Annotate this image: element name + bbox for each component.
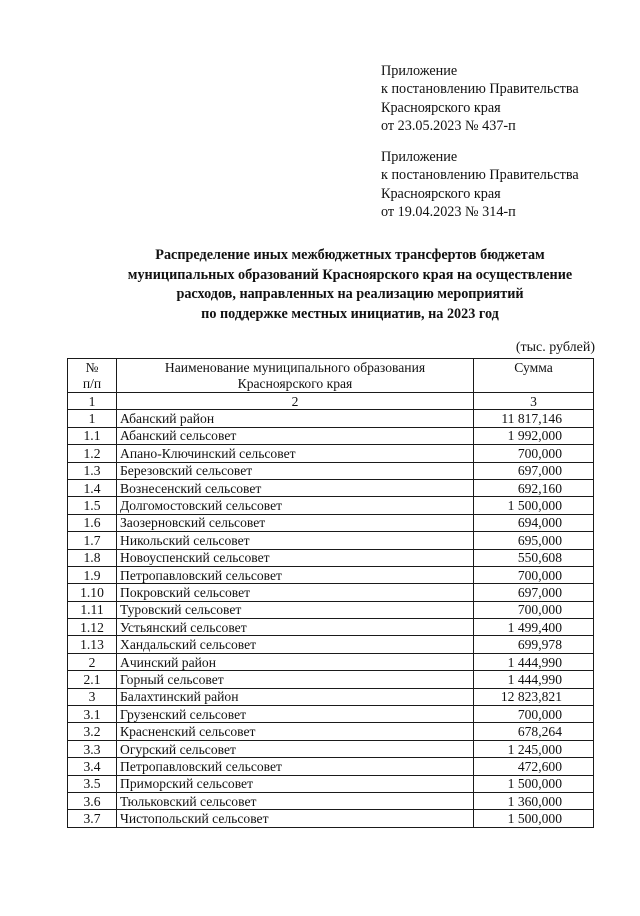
- appendix-line: Приложение: [381, 63, 458, 79]
- title-line: муниципальных образований Красноярского края на осуществление: [127, 266, 573, 283]
- row-number: 1.1: [68, 427, 117, 444]
- row-number: 1.9: [68, 566, 117, 583]
- row-name: Приморский сельсовет: [117, 775, 474, 792]
- table-row: [68, 497, 594, 514]
- document-title: [60, 246, 640, 324]
- row-sum: 1 444,990: [474, 653, 594, 670]
- row-number: 3: [68, 688, 117, 705]
- row-sum: 697,000: [474, 462, 594, 479]
- title-line: расходов, направленных на реализацию мероприятий: [176, 286, 524, 303]
- row-number: 3.3: [68, 740, 117, 757]
- row-sum: 692,160: [474, 479, 594, 496]
- row-sum: 12 823,821: [474, 688, 594, 705]
- row-name: Петропавловский сельсовет: [117, 758, 474, 775]
- table-row: [68, 514, 594, 531]
- row-name: Петропавловский сельсовет: [117, 566, 474, 583]
- row-number: 1.10: [68, 584, 117, 601]
- appendix-line: Красноярского края: [381, 185, 501, 202]
- table-row: [68, 619, 594, 636]
- row-name: Горный сельсовет: [117, 671, 474, 688]
- row-number: 2.1: [68, 671, 117, 688]
- title-line: Распределение иных межбюджетных трансфертов бюджетам: [155, 247, 545, 263]
- row-number: 1.5: [68, 497, 117, 514]
- row-sum: 700,000: [474, 445, 594, 462]
- table-row: [68, 723, 594, 740]
- header-name-line2: Красноярского края: [237, 375, 353, 391]
- table-body: [68, 410, 594, 827]
- appendix-line: Красноярского края: [381, 99, 501, 116]
- row-name: Абанский район: [117, 410, 474, 427]
- table-row: [68, 566, 594, 583]
- row-name: Чистопольский сельсовет: [117, 810, 474, 827]
- row-number: 3.5: [68, 775, 117, 792]
- row-name: Огурский сельсовет: [117, 740, 474, 757]
- appendix-line: Приложение: [381, 149, 458, 165]
- table-row: [68, 758, 594, 775]
- row-number: 1.11: [68, 601, 117, 618]
- row-sum: 1 992,000: [474, 427, 594, 444]
- appendix-line: к постановлению Правительства: [381, 81, 579, 98]
- row-sum: 699,978: [474, 636, 594, 653]
- row-name: Березовский сельсовет: [117, 462, 474, 479]
- row-name: Абанский сельсовет: [117, 427, 474, 444]
- row-number: 1.12: [68, 619, 117, 636]
- table-row: [68, 653, 594, 670]
- row-name: Тюльковский сельсовет: [117, 792, 474, 809]
- row-number: 3.6: [68, 792, 117, 809]
- row-sum: 1 500,000: [474, 497, 594, 514]
- table-row: [68, 410, 594, 427]
- column-index: 2: [117, 393, 474, 410]
- row-sum: 472,600: [474, 758, 594, 775]
- table-row: [68, 671, 594, 688]
- row-number: 3.1: [68, 706, 117, 723]
- row-sum: 550,608: [474, 549, 594, 566]
- row-name: Грузенский сельсовет: [117, 706, 474, 723]
- row-name: Вознесенский сельсовет: [117, 479, 474, 496]
- row-sum: 1 360,000: [474, 792, 594, 809]
- row-sum: 1 499,400: [474, 619, 594, 636]
- table-row: [68, 462, 594, 479]
- table-row: [68, 636, 594, 653]
- title-line: по поддержке местных инициатив, на 2023 год: [201, 305, 499, 322]
- table-row: [68, 601, 594, 618]
- row-sum: 1 245,000: [474, 740, 594, 757]
- header-num-line2: п/п: [82, 375, 102, 391]
- row-number: 2: [68, 653, 117, 670]
- row-name: Хандальский сельсовет: [117, 636, 474, 653]
- appendix-line: от 23.05.2023 № 437-п: [381, 118, 516, 135]
- appendix-line: от 19.04.2023 № 314-п: [381, 204, 516, 221]
- row-name: Долгомостовский сельсовет: [117, 497, 474, 514]
- table-row: [68, 775, 594, 792]
- table-row: [68, 740, 594, 757]
- table-row: [68, 584, 594, 601]
- row-name: Туровский сельсовет: [117, 601, 474, 618]
- unit-note: (тыс. рублей): [515, 340, 595, 355]
- row-number: 1.4: [68, 479, 117, 496]
- row-name: Никольский сельсовет: [117, 532, 474, 549]
- row-sum: 694,000: [474, 514, 594, 531]
- appendix-previous: [381, 148, 579, 222]
- row-number: 1.8: [68, 549, 117, 566]
- row-sum: 700,000: [474, 706, 594, 723]
- row-number: 3.2: [68, 723, 117, 740]
- header-num: [68, 359, 117, 393]
- table-row: [68, 688, 594, 705]
- header-name: [117, 359, 474, 393]
- row-sum: 695,000: [474, 532, 594, 549]
- transfers-table: [67, 358, 594, 828]
- table-row: [68, 792, 594, 809]
- header-sum: Сумма: [474, 359, 594, 393]
- appendix-current: [381, 62, 579, 136]
- table-row: [68, 427, 594, 444]
- table-row: [68, 810, 594, 827]
- table-row: [68, 706, 594, 723]
- column-index: 1: [68, 393, 117, 410]
- row-name: Ачинский район: [117, 653, 474, 670]
- row-sum: 1 500,000: [474, 810, 594, 827]
- row-sum: 700,000: [474, 566, 594, 583]
- row-number: 1.3: [68, 462, 117, 479]
- table-header-row: [68, 359, 594, 393]
- row-number: 1.6: [68, 514, 117, 531]
- row-sum: 1 500,000: [474, 775, 594, 792]
- row-name: Заозерновский сельсовет: [117, 514, 474, 531]
- row-sum: 1 444,990: [474, 671, 594, 688]
- table-row: [68, 549, 594, 566]
- row-name: Устьянский сельсовет: [117, 619, 474, 636]
- row-name: Покровский сельсовет: [117, 584, 474, 601]
- row-number: 3.4: [68, 758, 117, 775]
- table-row: [68, 445, 594, 462]
- header-name-line1: Наименование муниципального образования: [164, 360, 426, 375]
- row-sum: 678,264: [474, 723, 594, 740]
- row-number: 1.7: [68, 532, 117, 549]
- row-sum: 700,000: [474, 601, 594, 618]
- appendix-line: к постановлению Правительства: [381, 167, 579, 184]
- row-number: 3.7: [68, 810, 117, 827]
- column-index-row: [68, 393, 594, 410]
- table-row: [68, 532, 594, 549]
- row-number: 1.2: [68, 445, 117, 462]
- table-row: [68, 479, 594, 496]
- row-name: Балахтинский район: [117, 688, 474, 705]
- row-name: Красненский сельсовет: [117, 723, 474, 740]
- row-number: 1: [68, 410, 117, 427]
- row-name: Новоуспенский сельсовет: [117, 549, 474, 566]
- row-number: 1.13: [68, 636, 117, 653]
- column-index: 3: [474, 393, 594, 410]
- header-num-line1: №: [85, 360, 99, 375]
- row-name: Апано-Ключинский сельсовет: [117, 445, 474, 462]
- row-sum: 11 817,146: [474, 410, 594, 427]
- row-sum: 697,000: [474, 584, 594, 601]
